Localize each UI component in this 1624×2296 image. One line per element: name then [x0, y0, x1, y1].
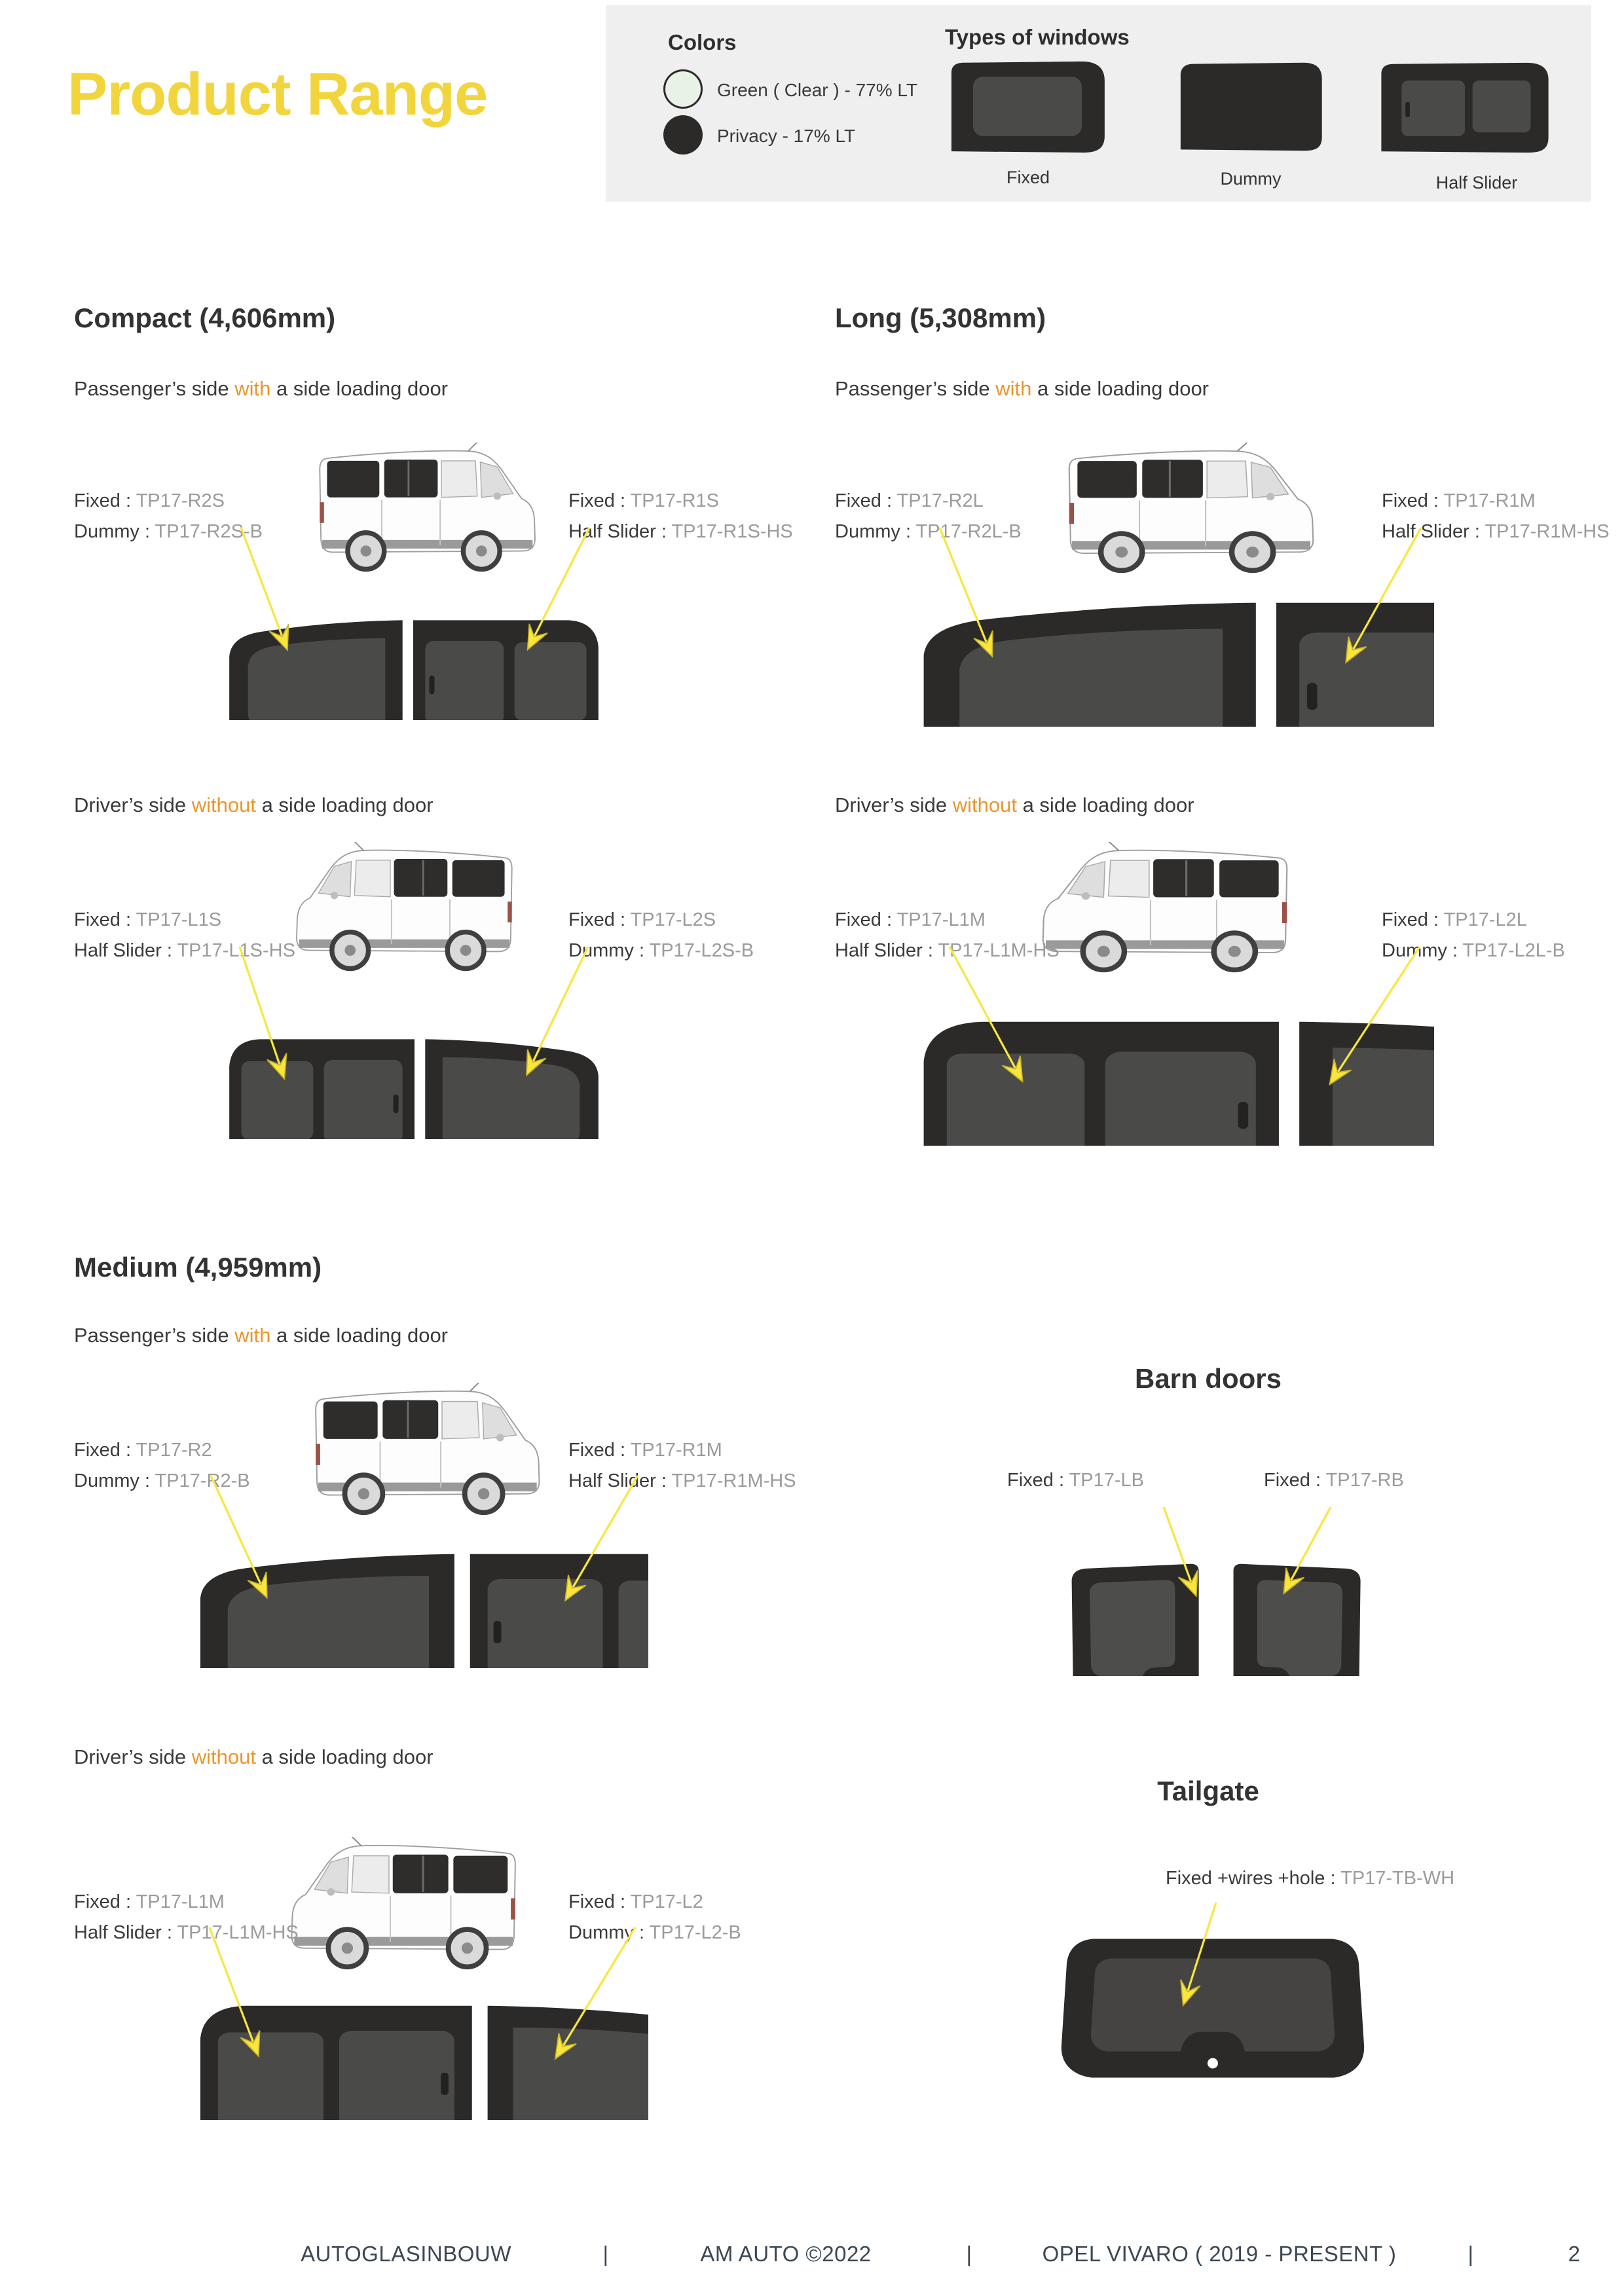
section-title-compact: Compact (4,606mm) [74, 302, 336, 333]
legend-privacy-label: Privacy - 17% LT [717, 126, 856, 146]
legend-types-title: Types of windows [945, 25, 1130, 49]
highlight-with: with [234, 1324, 271, 1347]
pointer-arrow [241, 528, 284, 642]
label-compact-passenger-right: Fixed : TP17-R1S Half Slider : TP17-R1S-HS [568, 490, 793, 542]
section-title-medium: Medium (4,959mm) [74, 1252, 322, 1283]
label-medium-driver-right: Fixed : TP17-L2 Dummy : TP17-L2-B [568, 1891, 741, 1943]
dummy-window-icon [1170, 60, 1327, 153]
legend-colors-title: Colors [668, 30, 737, 54]
label-medium-passenger-left: Fixed : TP17-R2 Dummy : TP17-R2-B [74, 1440, 250, 1491]
label-long-passenger-left: Fixed : TP17-R2L Dummy : TP17-R2L-B [835, 490, 1022, 542]
footer-model: OPEL VIVARO ( 2019 - PRESENT ) [1042, 2242, 1397, 2266]
highlight-without: without [191, 793, 256, 816]
window-diagram-medium-passenger [190, 1472, 648, 1668]
label-medium-passenger-right: Fixed : TP17-R1M Half Slider : TP17-R1M-HS [568, 1440, 796, 1491]
green-color-swatch-icon [663, 69, 703, 109]
window-diagram-long-driver [910, 943, 1434, 1146]
highlight-with: with [234, 377, 271, 400]
pointer-arrow [530, 947, 588, 1067]
window-diagram-medium-driver [190, 1923, 648, 2120]
subtitle-long-driver: Driver’s side without a side loading door [835, 793, 1194, 816]
window-diagram-tailgate [1051, 1899, 1372, 2085]
subtitle-compact-driver: Driver’s side without a side loading door [74, 793, 434, 816]
label-long-driver-left: Fixed : TP17-L1M Half Slider : TP17-L1M-HS [835, 909, 1060, 961]
label-long-passenger-right: Fixed : TP17-R1M Half Slider : TP17-R1M-HS [1382, 490, 1610, 542]
legend-green-label: Green ( Clear ) - 77% LT [717, 80, 918, 100]
window-diagram-compact-driver [221, 943, 601, 1139]
label-barn-left: Fixed : TP17-LB [1007, 1470, 1145, 1491]
subtitle-compact-passenger: Passenger’s side with a side loading door [74, 377, 449, 400]
subtitle-medium-passenger: Passenger’s side with a side loading door [74, 1324, 449, 1347]
label-long-driver-right: Fixed : TP17-L2L Dummy : TP17-L2L-B [1382, 909, 1565, 961]
window-diagram-long-passenger [910, 524, 1434, 727]
section-title-long: Long (5,308mm) [835, 302, 1046, 333]
footer-separator: | [602, 2242, 609, 2266]
footer-page-number: 2 [1568, 2242, 1581, 2266]
label-tailgate: Fixed +wires +hole : TP17-TB-WH [1166, 1868, 1455, 1889]
footer-copyright: AM AUTO ©2022 [700, 2242, 872, 2266]
label-compact-driver-right: Fixed : TP17-L2S Dummy : TP17-L2S-B [568, 909, 754, 961]
label-compact-passenger-left: Fixed : TP17-R2S Dummy : TP17-R2S-B [74, 490, 263, 542]
label-compact-driver-left: Fixed : TP17-L1S Half Slider : TP17-L1S-HS [74, 909, 295, 961]
section-title-tailgate: Tailgate [1157, 1776, 1259, 1806]
window-diagram-compact-passenger [221, 524, 601, 720]
highlight-without: without [191, 1745, 256, 1768]
type-label-half-slider: Half Slider [1435, 173, 1518, 192]
legend-panel [606, 5, 1591, 202]
footer-brand: AUTOGLASINBOUW [301, 2242, 511, 2266]
subtitle-medium-driver: Driver’s side without a side loading door [74, 1745, 434, 1768]
type-label-fixed: Fixed [1006, 168, 1050, 187]
section-title-barn-doors: Barn doors [1134, 1363, 1282, 1394]
privacy-color-swatch-icon [663, 115, 703, 155]
half-slider-window-icon [1373, 60, 1557, 155]
fixed-window-icon [941, 59, 1111, 154]
label-medium-driver-left: Fixed : TP17-L1M Half Slider : TP17-L1M-HS [74, 1891, 299, 1943]
footer-separator: | [966, 2242, 972, 2266]
type-label-dummy: Dummy [1220, 169, 1282, 189]
window-diagram-barn-doors [1056, 1506, 1376, 1676]
label-barn-right: Fixed : TP17-RB [1264, 1470, 1404, 1491]
highlight-without: without [952, 793, 1017, 816]
page-title: Product Range [67, 61, 488, 128]
footer-separator: | [1467, 2242, 1474, 2266]
highlight-with: with [995, 377, 1032, 400]
subtitle-long-passenger: Passenger’s side with a side loading door [835, 377, 1209, 400]
footer [0, 2242, 1624, 2281]
